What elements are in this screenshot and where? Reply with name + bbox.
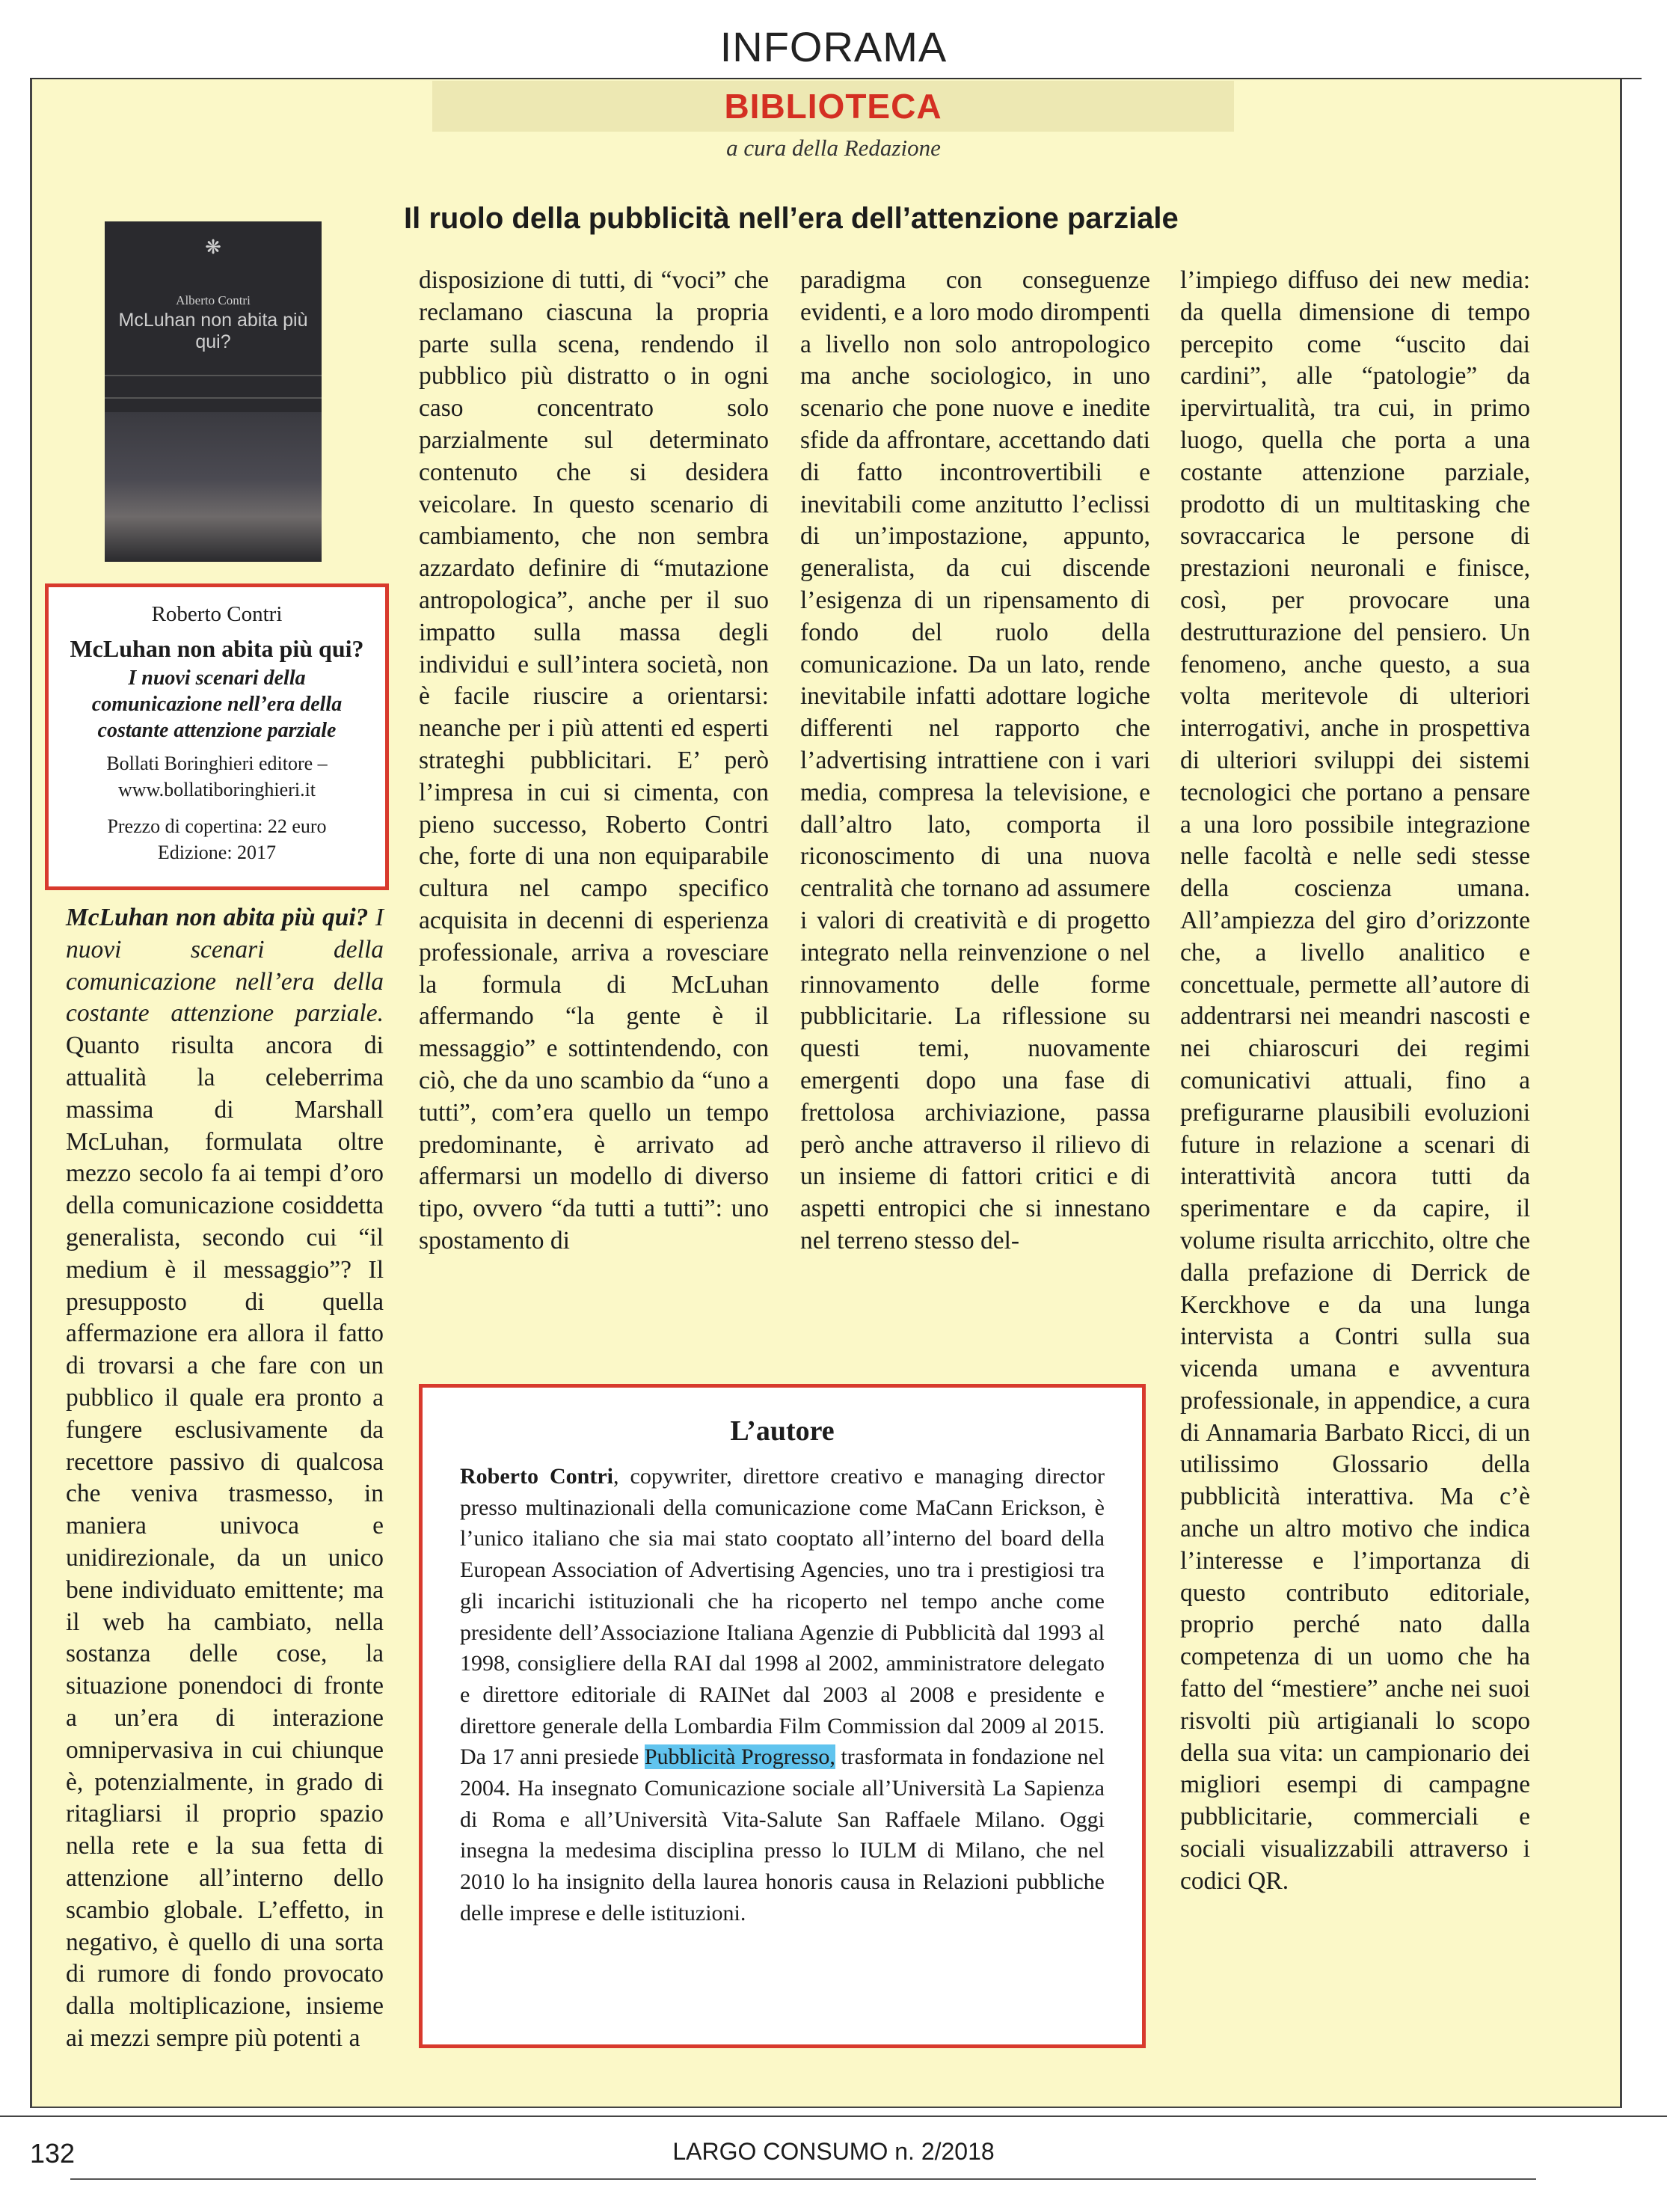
body-column-1 (66, 902, 384, 2055)
article-headline: Il ruolo della pubblicità nell’era dell’attenzione parziale (404, 202, 1179, 235)
lead-book-title: McLuhan non abita più qui? (66, 904, 369, 931)
lead-book-subtitle: I nuovi scenari della comunicazione nell’era della costante attenzione parziale. (66, 904, 384, 1028)
footer-divider (0, 2116, 1667, 2117)
author-bio (460, 1461, 1105, 1929)
author-box (419, 1384, 1146, 2048)
highlighted-text[interactable]: Pubblicità Progresso, (644, 1744, 835, 1770)
footer-publication: LARGO CONSUMO n. 2/2018 (672, 2138, 995, 2165)
section-title: BIBLIOTECA (724, 87, 942, 126)
body-column-2: disposizione di tutti, di “voci” che reclamano ciascuna la propria parte sulla scena, rendendo il pubblico più distratto o in ogni caso concentrato solo parzialmente sul determinato contenuto che si desidera veicolare. In questo scenario di cambiamento, che non sembra azzardato definire di “mutazione antropologica”, anche per il suo impatto sulla massa degli individui e sull’intera società, non è facile riuscire a orientarsi: neanche per i più attenti ed esperti strateghi pubblicitari. E’ però l’impresa in cui si cimenta, con pieno successo, Roberto Contri che, forte di una non equiparabile cultura nel campo specifico acquisita in decenni di esperienza professionale, arriva a rovesciare la formula di McLuhan affermando “la gente è il messaggio” e sottintendendo, con ciò, che da uno scambio da “uno a tutti”, com’era quello un tempo predominante, è arrivato ad affermarsi un modello di diverso tipo, ovvero “da tutti a tutti”: uno spostamento di (419, 266, 769, 1254)
page-number: 132 (30, 2138, 76, 2169)
publisher-logo-icon: ❋ (205, 236, 221, 258)
author-bio-text-2: trasformata in fondazione nel 2004. Ha insegnato Comunicazione sociale all’Università La Sapienza di Roma e all’Università Vita-Salute San Raffaele Milano. Oggi insegna la medesima disciplina presso lo IULM di Milano, che nel 2010 lo ha insignito della laurea honoris causa in Relazioni pubbliche delle imprese e delle istituzioni. (460, 1744, 1105, 1925)
author-name: Roberto Contri (460, 1464, 613, 1489)
book-info-box (45, 583, 389, 890)
author-bio-text-1: , copywriter, direttore creativo e managing director presso multinazionali della comunicazione come MaCann Erickson, è l’unico italiano che sia mai stato cooptato all’interno del board della European Association of Advertising Agencies, uno tra i prestigiosi tra gli incarichi istituzionali che ha ricoperto nel tempo anche come presidente dell’Associazione Italiana Agenzie di Pubblicità dal 1993 al 1998, consigliere della RAI dal 1998 al 2002, amministratore delegato e direttore editoriale di RAINet dal 2003 al 2008 e presidente e direttore generale della Lombardia Film Commission dal 2009 al 2015. Da 17 anni presiede (460, 1464, 1105, 1770)
footer-rule (70, 2178, 1536, 2180)
book-price-edition (67, 813, 366, 866)
column-1-text: Quanto risulta ancora di attualità la celeberrima massima di Marshall McLuhan, formulata oltre mezzo secolo fa ai tempi d’oro della comunicazione cosiddetta generalista, secondo cui “il medium è il messaggio”? Il presupposto di quella affermazione era allora il fatto di trovarsi a che fare con un pubblico il quale era pronto a fungere esclusivamente da recettore passivo di qualcosa che veniva trasmesso, in maniera univoca e unidirezionale, da un unico bene individuato emittente; ma il web ha cambiato, nella sostanza delle cose, la situazione ponendoci di fronte a un’era di interazione omnipervasiva in cui chiunque è, potenzialmente, in grado di ritagliarsi il proprio spazio nella rete e la sua fetta di attenzione all’interno dello scambio globale. L’effetto, in negativo, è quello di una sorta di rumore di fondo provocato dalla moltiplicazione, insieme ai mezzi sempre più potenti a (66, 1032, 384, 2052)
body-column-4: l’impiego diffuso dei new media: da quella dimensione di tempo percepito come “uscito dai cardini”, alle “patologie” da ipervirtualità, tra cui, in primo luogo, quella che porta a una costante attenzione parziale, prodotto di un multitasking che sovraccarica le persone di prestazioni neuronali e finisce, così, per provocare una destrutturazione del pensiero. Un fenomeno, anche questo, a sua volta meritevole di ulteriori interrogativi, anche in prospettiva di ulteriori sviluppi dei sistemi tecnologici che portano a pensare a una loro possibile integrazione nelle facoltà e nelle sedi stesse della coscienza umana. All’ampiezza del giro d’orizzonte che, a livello analitico e concettuale, permette all’autore di addentrarsi nei meandri nascosti e nei chiaroscuri dei regimi comunicativi attuali, fino a prefigurarne plausibili evoluzioni future in relazione a scenari di interattività ancora tutti da sperimentare e da capire, il volume risulta arricchito, oltre che dalla prefazione di Derrick de Kerckhove e da una lunga intervista a Contri sulla sua vicenda umana e avventura professionale, in appendice, a cura di Annamaria Barbato Ricci, di un utilissimo Glossario della pubblicità interattiva. Ma c’è anche un altro motivo che indica l’interesse e l’importanza di questo contributo editoriale, proprio perché nato dalla competenza di un uomo che ha fatto del “mestiere” anche nei suoi risvolti più artigianali lo scopo della sua vita: un campionario dei migliori esempi di campagne pubblicitarie, commerciali e sociali visualizzabili attraverso i codici QR. (1180, 266, 1530, 1895)
byline: a cura della Redazione (726, 135, 941, 161)
section-badge (432, 81, 1234, 132)
body-column-3: paradigma con conseguenze evidenti, e a loro modo dirompenti a livello non solo antropologico ma anche sociologico, in uno scenario che pone nuove e inedite sfide da affrontare, accettando dati di fatto incontrovertibili e inevitabili come anzitutto l’eclissi di un’impostazione, appunto, generalista, da cui discende l’esigenza di un ripensamento di fondo del ruolo della comunicazione. Da un lato, rende inevitabile infatti adottare logiche differenti nel rapporto che l’advertising intrattiene con i vari media, compresa la televisione, e dall’altro lato, comporta il riconoscimento di una nuova centralità che tornano ad assumere i valori di creatività e di progetto integrato nella reinvenzione o nel rinnovamento delle forme pubblicitarie. La riflessione su questi temi, nuovamente emergenti dopo una fase di frettolosa archiviazione, passa però anche attraverso il rilievo di un insieme di fattori critici e di aspetti entropici che si innestano nel terreno stesso del- (800, 266, 1150, 1254)
cover-text-lines (105, 375, 322, 399)
cover-author: Alberto Contri (176, 293, 251, 307)
cover-photo (105, 412, 322, 562)
book-author: Roberto Contri (151, 602, 283, 626)
book-title: McLuhan non abita più qui? (70, 635, 364, 662)
book-edition: Edizione: 2017 (157, 842, 277, 863)
cover-title: McLuhan non abita più qui? (118, 310, 308, 352)
book-subtitle: I nuovi scenari della comunicazione nell’era della costante attenzione parziale (91, 667, 343, 742)
book-cover-image (105, 221, 322, 562)
author-box-heading: L’autore (730, 1415, 835, 1447)
book-publisher: Bollati Boringhieri editore – www.bollatiboringhieri.it (106, 753, 328, 800)
publication-title: INFORAMA (719, 23, 948, 70)
book-price: Prezzo di copertina: 22 euro (107, 815, 327, 837)
